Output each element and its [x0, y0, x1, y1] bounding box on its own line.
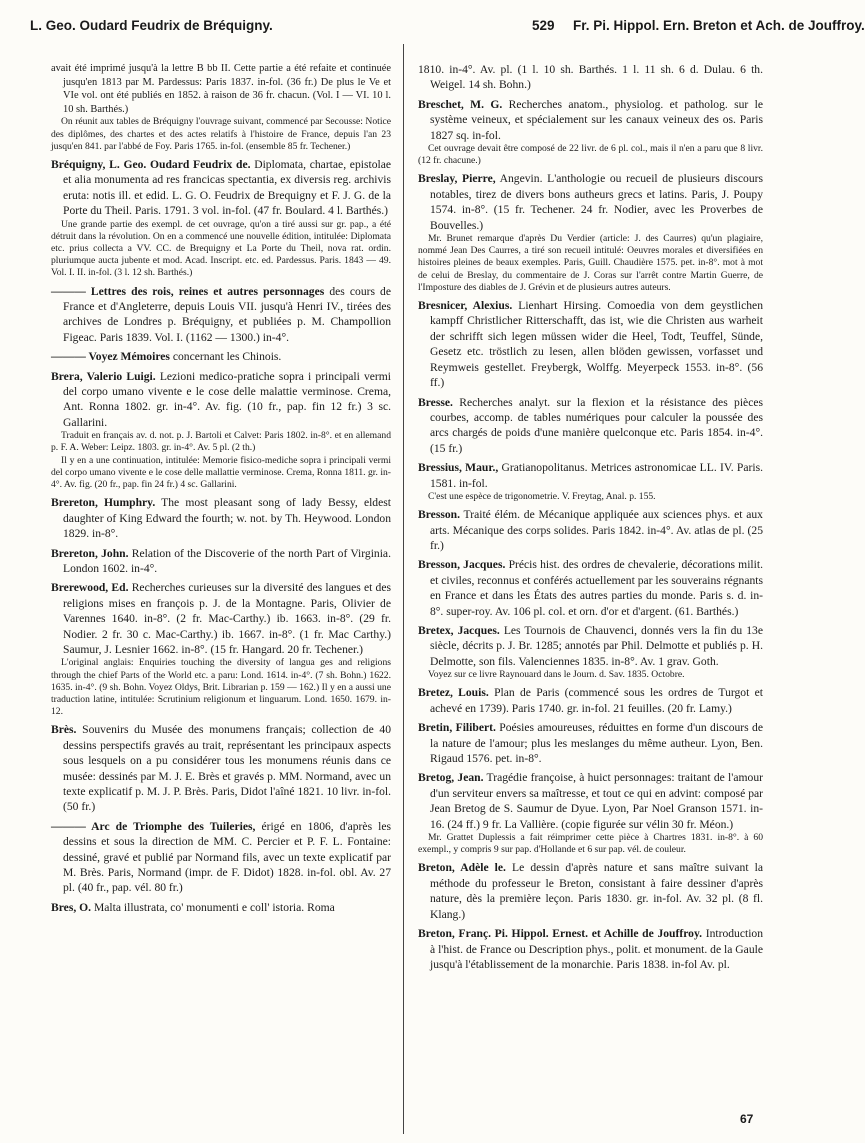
entry-heading: Breton, Franç. Pi. Hippol. Ernest. et Achille de Jouffroy. [418, 927, 703, 941]
entry-heading: ——— Arc de Triomphe des Tuileries, [51, 819, 256, 833]
bibliography-entry [418, 685, 763, 716]
bibliography-entry [51, 62, 391, 153]
entry-heading: ——— Lettres des rois, reines et autres personnages [51, 284, 325, 298]
entry-body: Poésies amoureuses, réduittes en forme d'un discours de la nature de l'amour; plus les meslanges du même autheur. Lyon, Ben. Rigaud 1576. pet. in-8°. [430, 721, 763, 766]
entry-body: Malta illustrata, co' monumenti e coll' istoria. Roma [93, 900, 335, 914]
bibliography-entry [51, 284, 391, 346]
bibliography-entry [418, 860, 763, 922]
bibliography-entry [51, 722, 391, 814]
entry-text [51, 580, 391, 657]
bibliography-entry [51, 495, 391, 541]
bibliography-entry [51, 349, 391, 364]
entry-text [51, 722, 391, 814]
entry-text [418, 395, 763, 457]
entry-body: Introduction à l'hist. de France ou Description phys., polit. et monument. de la Gaule jusqu'à l'établissement de la monarchie. Paris 1838. in-fol Av. pl. [430, 927, 764, 971]
entry-note: Une grande partie des exempl. de cet ouvrage, qu'on a tiré aussi sur gr. pap., a été détruit dans la révolution. On en a commencé une nouvelle édition, intitulée: Diplomata etc. prius collecta a VV. CC. de Brequigny et La Porte du Theil, nova rat. ordin. pluriumque aucta jubente et mod. Acad. Inscript. etc. ed. Pardessus. Paris. 1843 — 49. Vol. I. II. in-fol. (3 l. 12 sh. Barthés.) [51, 218, 391, 279]
entry-heading: Brereton, John. [51, 546, 129, 560]
bibliography-entry [51, 580, 391, 718]
bibliography-entry [51, 369, 391, 492]
entry-note: On réunit aux tables de Bréquigny l'ouvrage suivant, commencé par Secousse: Notice des diplômes, des chartes et des actes relatifs à l'histoire de France, depuis l'an 23 jusqu'en 841. par l'abbé de Foy. Paris 1765. in-fol. (ensemble 85 fr. Techener.) [51, 116, 391, 152]
entry-body: Recherches analyt. sur la flexion et la résistance des pièces courbes, accomp. de tables numériques pour calculer la poussée des arcs chargés de poids d'une manière quelconque etc. Paris 1854. in-4°. (15 fr.) [430, 395, 763, 455]
entry-heading: Breton, Adèle le. [418, 861, 506, 875]
entry-heading: Bressius, Maur., [418, 461, 499, 475]
page-number: 529 [532, 18, 555, 33]
entry-body: Traité élém. de Mécanique appliquée aux sciences phys. et aux arts. Mécanique des corps solides. Paris 1842. in-4°. Av. atlas de pl. (25 fr.) [430, 508, 763, 552]
left-column [51, 62, 391, 1130]
entry-body: Recherches anatom., physiolog. et patholog. sur le système veineux, et spécialement sur les canaux veineux des os. Paris 1827 sq. in-fol. [430, 97, 763, 142]
entry-heading: Bresson. [418, 508, 460, 522]
entry-note: Traduit en français av. d. not. p. J. Bartoli et Calvet: Paris 1802. in-8°. et en allemand p. F. A. Weber: Leipz. 1803. gr. in-4°. Av. 5 pl. (2 th.) [51, 430, 391, 454]
entry-text [418, 770, 763, 832]
entry-text [51, 495, 391, 541]
entry-note: C'est une espèce de trigonometrie. V. Freytag, Anal. p. 155. [428, 490, 656, 502]
entry-text [51, 900, 391, 915]
entry-note: L'original anglais: Enquiries touching the diversity of langua ges and religions through the chief Parts of the World etc. a paru: Lond. 1614. in-4°. (7 sh. Bohn.) 1622. 1635. in-4°. (9 sh. Bohn. Voyez Oldys, Brit. Librarian p. 159 — 162.) Il y en a aussi une traduction latine, intitulée: Scrutinium religionum et linguarum. Lond. 1650. 1679. in-12. [51, 657, 391, 718]
entry-body: Lienhart Hirsing. Comoedia von dem geystlichen kampff Christlicher Ritterschafft, das ist, wie die Christen aus warheit der schrifft sich legen müssen wider die Heel, Todt, Teuffel, Sünde, Gesetz etc. tröstlich zu lesen, allen blöden gewissen, vorfasset und Reymweis gestellet. Freybergk, Wolffg. Meyerpeck 1553. in-8°. (56 ff.) [430, 299, 763, 390]
entry-heading: Breschet, M. G. [418, 97, 503, 111]
bibliography-entry [418, 507, 763, 553]
entry-heading: Bresse. [418, 395, 453, 409]
entry-heading: Brerewood, Ed. [51, 581, 129, 595]
entry-body: Recherches curieuses sur la diversité des langues et des religions mises en françois p. J. de la Montagne. Paris, Olivier de Varennes 1640. in-8°. (2 fr. Mac-Carthy.) ib. 1663. in-8°. (29 fr. Nodier. 2 fr. 30 c. Mac-Carthy.) ib. 1667. in-8°. (1 fr. Mac Carthy.) Saumur, J. Lesnier 1662. in-8°. (15 fr. Hangard. 20 fr. Techener.) [63, 581, 391, 656]
entry-heading: Bretex, Jacques. [418, 624, 500, 637]
entry-body: The most pleasant song of lady Bessy, eldest daughter of King Edward the fourth; w. not. by Th. Heywood. London 1829. in-8°. [63, 496, 391, 541]
entry-text [51, 369, 391, 431]
entry-body: Tragédie françoise, à huict personnages: traitant de l'amour d'un serviteur envers sa maîtresse, et tout ce qui en advint: composé par Jean Bretog de S. Saumur de Dyue. Lyon, Par Noel Granson 1571. in-16. (24 ff.) 9 fr. La Vallière. (copie figurée sur vélin 30 fr. Méon.) [430, 771, 763, 831]
entry-text [51, 819, 391, 896]
header-left: L. Geo. Oudard Feudrix de Bréquigny. [30, 18, 273, 33]
entry-text [51, 62, 391, 116]
entry-text [418, 460, 763, 491]
entry-heading: Brès. [51, 723, 77, 737]
entry-text [418, 926, 763, 972]
entry-heading: Brereton, Humphry. [51, 496, 156, 510]
bibliography-entry [418, 298, 763, 390]
entry-note: Voyez sur ce livre Raynouard dans le Journ. d. Sav. 1835. Octobre. [428, 669, 685, 681]
bibliography-entry [418, 557, 763, 619]
entry-body: Les Tournois de Chauvenci, donnés vers la fin du 13e siècle, décrits p. J. Br. 1285; annotés par Phil. Delmotte et publiés p. H. Delmotte, son fils. Valenciennes 1835. in-8°. Av. 1 grav. Goth. [430, 624, 763, 668]
entry-heading: ——— Voyez Mémoires [51, 350, 170, 364]
entry-text [418, 97, 763, 143]
entry-heading: Bretez, Louis. [418, 686, 489, 700]
bibliography-entry [51, 157, 391, 280]
bibliography-entry [418, 720, 763, 766]
entry-body: 1810. in-4°. Av. pl. (1 l. 10 sh. Barthés. 1 l. 11 sh. 6 d. Dulau. 6 th. Weigel. 14 sh. Bohn.) [418, 63, 763, 92]
entry-heading: Bréquigny, L. Geo. Oudard Feudrix de. [51, 157, 251, 171]
entry-heading: Bres, O. [51, 900, 92, 914]
entry-body: Gratianopolitanus. Metrices astronomicae LL. IV. Paris. 1581. in-fol. [430, 461, 764, 490]
entry-text [51, 546, 391, 577]
entry-body: Relation of the Discoverie of the north Part of Virginia. London 1602. in-4°. [63, 546, 391, 575]
bibliography-entry [418, 171, 763, 294]
right-column [418, 62, 763, 1130]
entry-heading: Bretin, Filibert. [418, 721, 496, 735]
entry-text [418, 62, 763, 93]
entry-note: Mr. Brunet remarque d'après Du Verdier (article: J. des Caurres) qu'un plagiaire, nommé Jean Des Caurres, a tiré son recueil intitulé: Oeuvres morales et diversifiées en histoires pleines de beaux exemples. Paris, Guill. Chaudière 1575. pet. in-8°. mot à mot de celui de Breslay, du commentaire de J. Coras sur l'arrêt contre Martin Guerre, de l'Imposture des diables de J. Grévin et de plusieurs autres auteurs. [418, 233, 763, 293]
entry-body: Le dessin d'après nature et sans maître suivant la méthode du professeur le Breton, consistant à faire dessiner d'après nature, dès la première leçon. Paris 1830. gr. in-fol. Av. 32 pl. (8 fl. Klang.) [430, 861, 763, 921]
entry-text [51, 284, 391, 346]
entry-body: Souvenirs du Musée des monumens français; collection de 40 dessins perspectifs gravés au trait, représentant les principaux aspects sous lesquels on a pu considérer tous les monumens réunis dans ce musée: dessinés par M. J. E. Brès et gravés p. MM. Normand, avec un texte explicatif p. M. J. P. Brès. Paris, Didot l'aîné 1821. 10 livr. in-fol. (50 fr.) [63, 723, 391, 814]
entry-note: Cet ouvrage devait être composé de 22 livr. de 6 pl. col., mais il n'en a paru que 8 livr. (12 fr. chacune.) [418, 143, 763, 167]
bibliography-entry [418, 62, 763, 93]
entry-heading: Bretog, Jean. [418, 771, 484, 785]
entry-note: Il y en a une continuation, intitulée: Memorie fisico-mediche sopra i principali vermi del corpo umano vivente e le cose delle mallattie verminose. Crema, Ronna 1811. gr. in-4°. Av. fig. (20 fr., pap. fin 24 fr.) 4 sc. Gallarini. [51, 454, 391, 491]
entry-text [418, 557, 763, 619]
entry-body: Diplomata, chartae, epistolae et alia monumenta ad res francicas spectantia, ex diversis reg. archivis eruta: notis ill. et edid. L. G. O. Feudrix de Brequigny et F. J. G. de la Porte du Theil. Paris. 1791. 3 vol. in-fol. (47 fr. Boulard. 4 l. Barthés.) [63, 157, 391, 218]
entry-body: Précis hist. des ordres de chevalerie, décorations milit. et civiles, reconnus et conférés actuellement par les souverains régnants en France et dans les États des autres parties du monde. Paris s. d. in-8°. super-roy. Av. 106 pl. col. et orn. d'or et d'argent. (61. Barthés.) [430, 558, 763, 618]
entry-text [418, 720, 763, 766]
entry-text [51, 349, 391, 364]
entry-body: Plan de Paris (commencé sous les ordres de Turgot et achevé en 1739). Paris 1740. gr. in-fol. 21 feuilles. (20 fr. Lamy.) [430, 686, 763, 715]
bibliography-entry [418, 623, 763, 681]
entry-heading: Bresnicer, Alexius. [418, 299, 513, 313]
bibliography-entry [418, 926, 763, 972]
entry-text [418, 298, 763, 390]
bibliography-entry [51, 900, 391, 915]
entry-text [418, 171, 763, 233]
entry-text [418, 860, 763, 922]
entry-heading: Brera, Valerio Luigi. [51, 369, 156, 383]
folio-mark: 67 [740, 1112, 754, 1126]
entry-text [418, 507, 763, 553]
bibliography-entry [418, 460, 763, 503]
entry-text [418, 685, 763, 716]
entry-heading: Breslay, Pierre, [418, 172, 496, 186]
bibliography-entry [51, 819, 391, 896]
entry-body: avait été imprimé jusqu'à la lettre B bb II. Cette partie a été refaite et continuée jusqu'en 1813 par M. Pardessus: Paris 1837. in-fol. (36 fr.) De plus le Ve et VIe vol. ont été publiés en 1852. à raison de 36 fr. chacun. (Vol. I — VI. 10 l. 10 sh. Barthés.) [51, 63, 391, 115]
column-divider [403, 44, 404, 1134]
bibliography-entry [418, 770, 763, 856]
entry-body: concernant les Chinois. [172, 350, 282, 364]
entry-text [51, 157, 391, 219]
entry-body: Lezioni medico-pratiche sopra i principali vermi del corpo umano vivente e le cose delle malattie verminose. Crema, Ant. Ronna 1802. gr. in-4°. Av. fig. (10 fr., pap. fin 12 fr.) 3 sc. Gallarini. [63, 369, 391, 429]
entry-text [418, 623, 763, 669]
entry-heading: Bresson, Jacques. [418, 558, 506, 572]
entry-body: érigé en 1806, d'après les dessins et sous la direction de MM. C. Percier et P. F. L. Fontaine: dessiné, gravé et publié par Normand fils, avec un texte explicatif par M. Brès. Paris, Normand (impr. de F. Didot) 1828. in-fol. obl. Av. 27 pl. (40 fr., pap. vél. 80 fr.) [63, 819, 391, 895]
header-right: Fr. Pi. Hippol. Ern. Breton et Ach. de Jouffroy. [573, 18, 865, 33]
bibliography-entry [51, 546, 391, 577]
entry-body: des cours de France et d'Angleterre, depuis Louis VII. jusqu'à Henri IV., tirées des archives de Londres p. Bréquigny, et publiées p. M. Champollion Figeac. Paris 1839. Vol. I. (1162 — 1300.) in-4°. [63, 284, 391, 344]
bibliography-entry [418, 395, 763, 457]
bibliography-entry [418, 97, 763, 168]
entry-body: Angevin. L'anthologie ou recueil de plusieurs discours notables, tirez de divers bons autheurs grecs et latins. Paris, J. Poupy 1574. in-8°. (15 fr. Techener. 24 fr. Nodier, avec les Proverbes de Bouvelles.) [430, 172, 764, 232]
running-header [30, 10, 865, 50]
entry-note: Mr. Grattet Duplessis a fait réimprimer cette pièce à Chartres 1831. in-8°. à 60 exempl., y compris 9 sur pap. d'Hollande et 6 sur pap. vél. de couleur. [418, 832, 763, 856]
